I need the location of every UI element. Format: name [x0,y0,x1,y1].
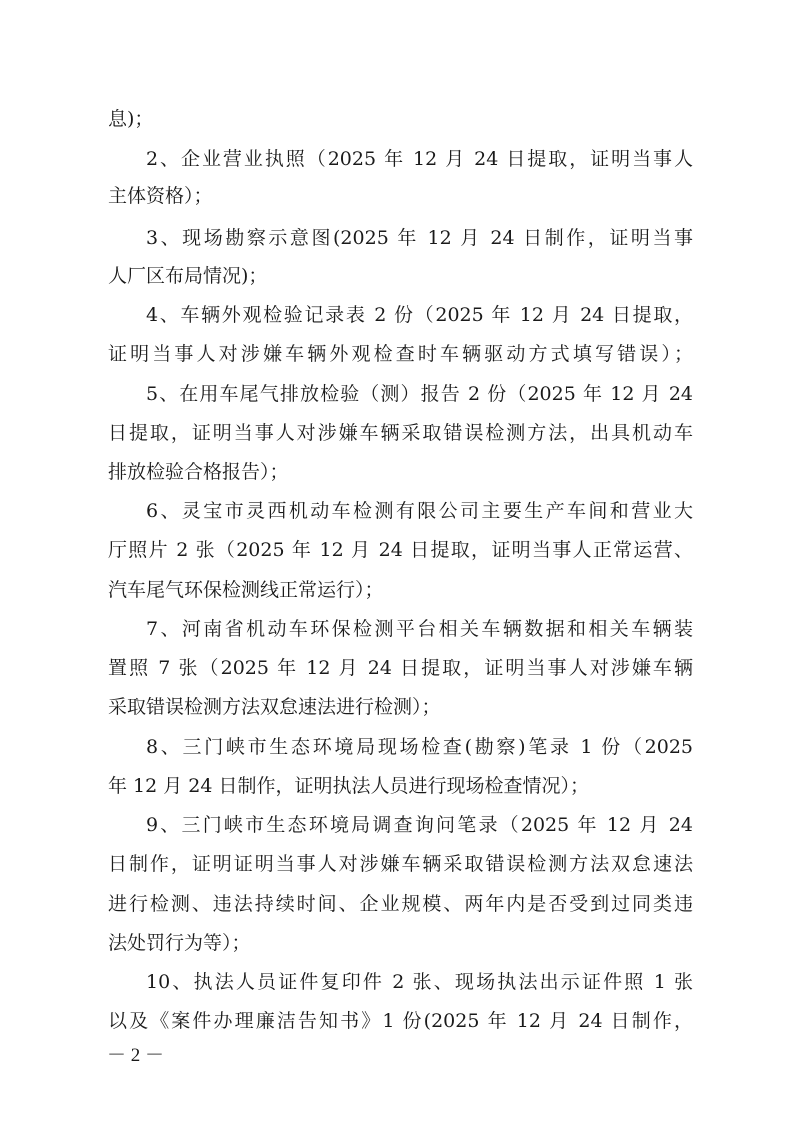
list-item-9-line: 法处罚行为等）； [108,932,251,954]
list-item-5-line: 日提取，证明当事人对涉嫌车辆采取错误检测方法，出具机动车 [108,422,693,444]
list-item-3-line: 人厂区布局情况)； [108,265,268,287]
list-item-9-line: 9、三门峡市生态环境局调查询问笔录（2025 年 12 月 24 [146,814,693,836]
list-item-2-line: 2、企业营业执照（2025 年 12 月 24 日提取，证明当事人 [146,148,693,170]
list-item-5-line: 排放检验合格报告）； [108,461,289,483]
list-item-9-line: 进行检测、违法持续时间、企业规模、两年内是否受到过同类违 [108,893,693,915]
list-item-10-line: 10、执法人员证件复印件 2 张、现场执法出示证件照 1 张 [146,971,693,993]
list-item-10-line: 以及《案件办理廉洁告知书》1 份(2025 年 12 月 24 日制作， [108,1010,693,1032]
list-item-4-line: 4、车辆外观检验记录表 2 份（2025 年 12 月 24 日提取， [146,304,693,326]
list-item-9-line: 日制作，证明证明当事人对涉嫌车辆采取错误检测方法双怠速法 [108,853,693,875]
list-item-7-line: 置照 7 张（2025 年 12 月 24 日提取，证明当事人对涉嫌车辆 [108,657,693,679]
list-item-8-line: 年 12 月 24 日制作，证明执法人员进行现场检查情况）； [108,775,590,797]
text-line: 息)； [108,108,154,130]
list-item-4-line: 证明当事人对涉嫌车辆外观检查时车辆驱动方式填写错误）； [108,343,693,365]
list-item-8-line: 8、三门峡市生态环境局现场检查(勘察)笔录 1 份（2025 [146,736,693,758]
list-item-2-line: 主体资格）； [108,185,213,207]
page-number: － 2 － [107,1045,165,1066]
list-item-6-line: 6、灵宝市灵西机动车检测有限公司主要生产车间和营业大 [146,500,693,522]
list-item-7-line: 7、河南省机动车环保检测平台相关车辆数据和相关车辆装 [146,618,693,640]
list-item-6-line: 汽车尾气环保检测线正常运行）； [108,579,384,601]
list-item-5-line: 5、在用车尾气排放检验（测）报告 2 份（2025 年 12 月 24 [146,383,693,405]
list-item-3-line: 3、现场勘察示意图(2025 年 12 月 24 日制作，证明当事 [146,227,693,249]
list-item-6-line: 厅照片 2 张（2025 年 12 月 24 日提取，证明当事人正常运营、 [108,539,693,561]
list-item-7-line: 采取错误检测方法双怠速法进行检测）； [108,696,441,718]
